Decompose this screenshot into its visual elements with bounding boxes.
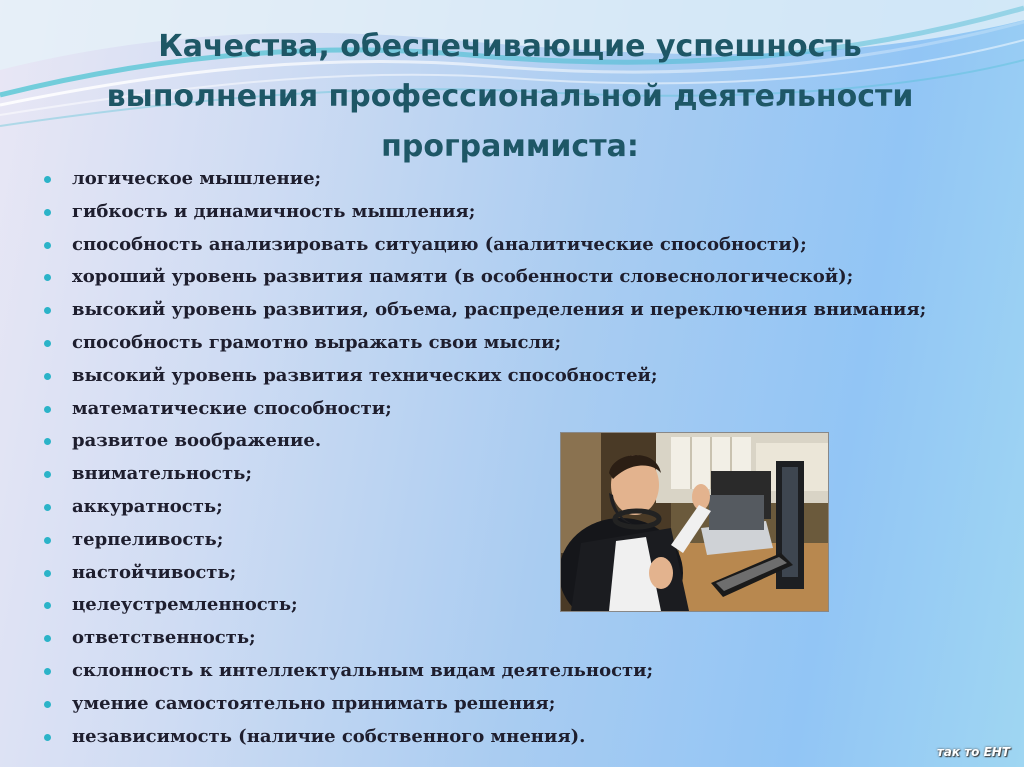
bullet-icon	[44, 406, 51, 413]
title-line: выполнения профессиональной деятельности	[106, 79, 914, 114]
bullet-icon	[44, 307, 51, 314]
list-item-text: целеустремленность;	[72, 594, 298, 616]
list-item-text: умение самостоятельно принимать решения;	[72, 692, 556, 714]
list-item-text: логическое мышление;	[72, 168, 322, 189]
bullet-icon	[44, 701, 51, 708]
list-item-text: независимость (наличие собственного мнения).	[72, 725, 586, 747]
list-item-text: ответственность;	[72, 627, 256, 649]
list-item-text: гибкость и динамичность мышления;	[72, 200, 476, 222]
list-item-text: высокий уровень развития технических способностей;	[72, 364, 658, 386]
list-item	[44, 163, 926, 196]
list-item-text: склонность к интеллектуальным видам деятельности;	[72, 659, 654, 681]
bullet-icon	[44, 242, 51, 249]
bullet-icon	[44, 340, 51, 347]
bullet-icon	[44, 537, 51, 544]
list-item-text: способность анализировать ситуацию (аналитические способности);	[72, 233, 807, 255]
list-item-text: терпеливость;	[72, 528, 224, 550]
list-item-text: хороший уровень развития памяти (в особенности словеснологической);	[72, 266, 854, 288]
bullet-icon	[44, 176, 51, 183]
bullet-icon	[44, 734, 51, 741]
bullet-icon	[44, 471, 51, 478]
bullet-icon	[44, 438, 51, 445]
bullet-icon	[44, 373, 51, 380]
list-item	[44, 688, 926, 721]
list-item	[44, 393, 926, 426]
watermark: так то ЕНТ	[936, 745, 1010, 759]
bullet-icon	[44, 570, 51, 577]
list-item-text: развитое воображение.	[72, 430, 322, 452]
title-line: Качества, обеспечивающие успешность	[158, 29, 862, 64]
list-item-text: внимательность;	[72, 463, 252, 485]
list-item	[44, 622, 926, 655]
bullet-icon	[44, 635, 51, 642]
programmer-photo	[560, 432, 829, 612]
list-item-text: высокий уровень развития, объема, распределения и переключения внимания;	[72, 299, 927, 321]
bullet-icon	[44, 274, 51, 281]
title-line: программиста:	[381, 129, 639, 164]
bullet-icon	[44, 209, 51, 216]
list-item-text: аккуратность;	[72, 495, 223, 517]
list-item	[44, 360, 926, 393]
bullet-icon	[44, 602, 51, 609]
list-item-text: математические способности;	[72, 397, 392, 419]
bullet-icon	[44, 504, 51, 511]
list-item	[44, 196, 926, 229]
list-item-text: настойчивость;	[72, 561, 237, 583]
programmer-photo-illustration	[561, 433, 828, 611]
list-item	[44, 261, 926, 294]
list-item-text: способность грамотно выражать свои мысли;	[72, 331, 562, 353]
bullet-icon	[44, 668, 51, 675]
list-item	[44, 229, 926, 262]
list-item	[44, 721, 926, 754]
list-item	[44, 294, 926, 327]
list-item	[44, 327, 926, 360]
list-item	[44, 655, 926, 688]
slide-title	[60, 22, 960, 172]
